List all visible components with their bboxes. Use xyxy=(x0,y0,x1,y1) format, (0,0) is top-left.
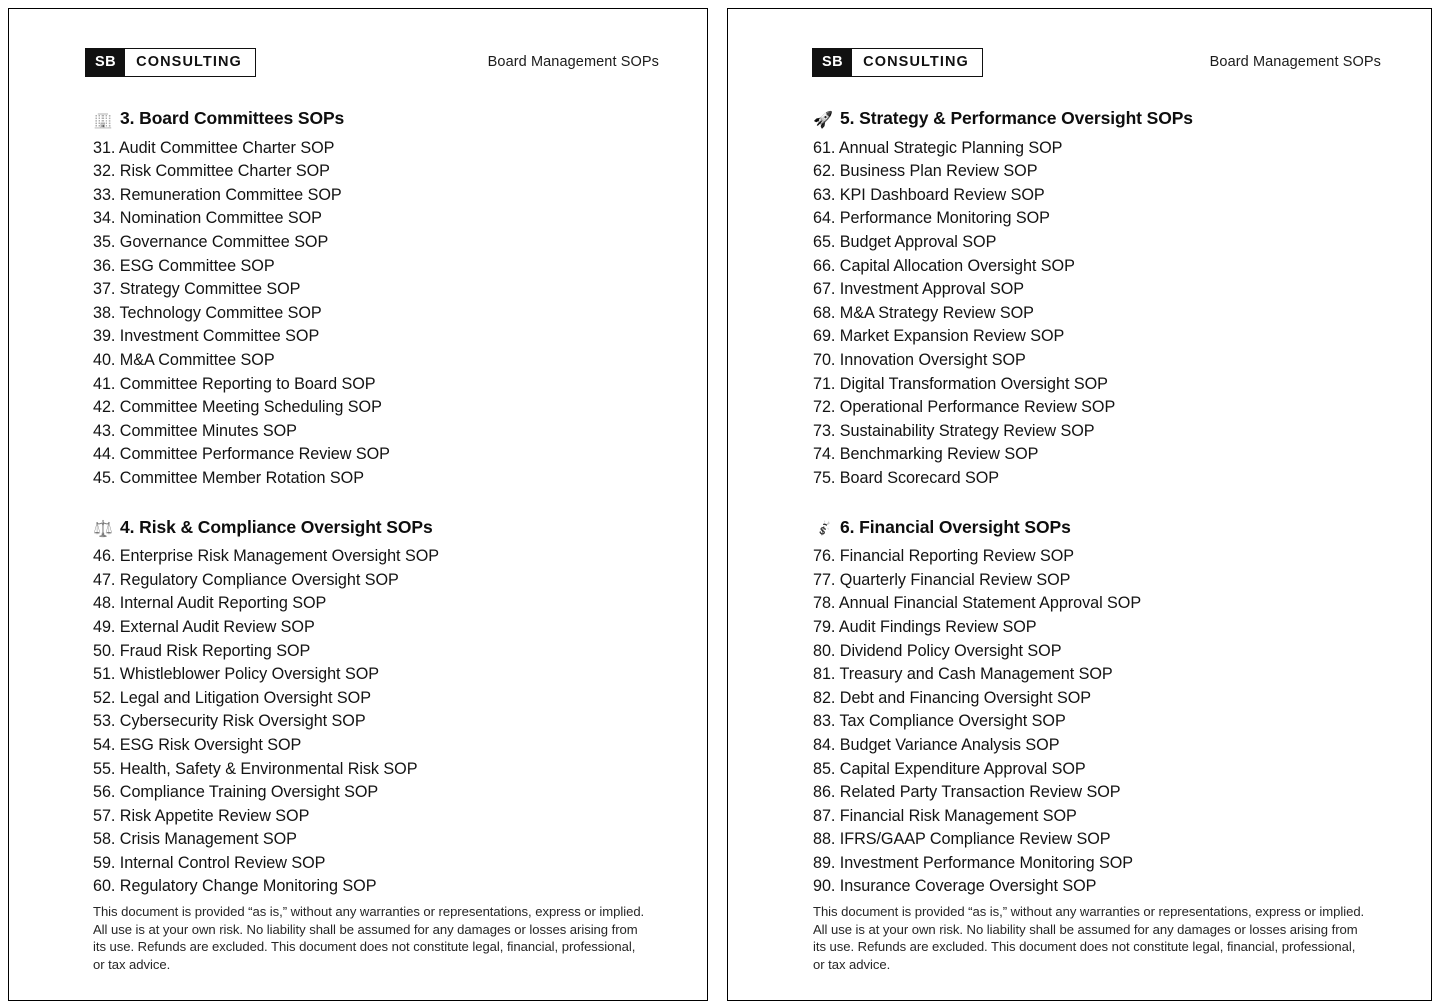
section-title-5: 5. Strategy & Performance Oversight SOPs xyxy=(840,108,1193,128)
logo-mark-sb: SB xyxy=(86,49,125,76)
list-item: 77. Quarterly Financial Review SOP xyxy=(813,570,1071,589)
balance-scale-icon: ⚖️ xyxy=(93,518,113,538)
list-item: 49. External Audit Review SOP xyxy=(93,617,315,636)
list-item: 70. Innovation Oversight SOP xyxy=(813,350,1026,369)
list-item: 85. Capital Expenditure Approval SOP xyxy=(813,759,1086,778)
list-item: 52. Legal and Litigation Oversight SOP xyxy=(93,688,371,707)
list-item: 81. Treasury and Cash Management SOP xyxy=(813,665,1113,684)
list-item: 53. Cybersecurity Risk Oversight SOP xyxy=(93,712,366,731)
section-title-3: 3. Board Committees SOPs xyxy=(120,108,345,128)
list-item: 44. Committee Performance Review SOP xyxy=(93,445,390,464)
logo-mark-sb: SB xyxy=(813,49,852,76)
list-item: 60. Regulatory Change Monitoring SOP xyxy=(93,877,377,896)
list-item: 51. Whistleblower Policy Oversight SOP xyxy=(93,665,379,684)
section-strategy-performance xyxy=(813,107,1391,491)
logo-wordmark: CONSULTING xyxy=(863,54,969,70)
list-item: 36. ESG Committee SOP xyxy=(93,256,275,275)
list-item: 37. Strategy Committee SOP xyxy=(93,280,301,299)
list-item: 90. Insurance Coverage Oversight SOP xyxy=(813,877,1097,896)
list-item: 86. Related Party Transaction Review SOP xyxy=(813,783,1121,802)
list-item: 42. Committee Meeting Scheduling SOP xyxy=(93,398,382,417)
page-left-inner xyxy=(9,9,707,1000)
company-logo xyxy=(812,48,983,77)
list-item: 79. Audit Findings Review SOP xyxy=(813,617,1037,636)
section-heading-5 xyxy=(813,107,1391,131)
list-item: 76. Financial Reporting Review SOP xyxy=(813,547,1075,566)
list-item: 46. Enterprise Risk Management Oversight SOP xyxy=(93,547,439,566)
list-item: 59. Internal Control Review SOP xyxy=(93,853,326,872)
list-item: 65. Budget Approval SOP xyxy=(813,233,997,251)
page-right-header xyxy=(728,45,1431,79)
list-item: 58. Crisis Management SOP xyxy=(93,830,297,849)
list-item: 63. KPI Dashboard Review SOP xyxy=(813,185,1045,204)
section-risk-compliance xyxy=(93,516,667,900)
list-item: 87. Financial Risk Management SOP xyxy=(813,806,1077,825)
list-item: 55. Health, Safety & Environmental Risk SOP xyxy=(93,759,418,778)
list-item: 62. Business Plan Review SOP xyxy=(813,162,1038,181)
list-item: 71. Digital Transformation Oversight SOP xyxy=(813,374,1108,393)
list-item: 40. M&A Committee SOP xyxy=(93,350,275,369)
list-item: 34. Nomination Committee SOP xyxy=(93,209,322,228)
list-item: 67. Investment Approval SOP xyxy=(813,280,1024,299)
page-left-content xyxy=(9,79,707,973)
section-financial-oversight xyxy=(813,516,1391,900)
list-item: 75. Board Scorecard SOP xyxy=(813,468,1000,487)
list-item: 33. Remuneration Committee SOP xyxy=(93,185,342,204)
list-item: 57. Risk Appetite Review SOP xyxy=(93,806,310,825)
list-item: 41. Committee Reporting to Board SOP xyxy=(93,374,376,393)
sop-list-section-6 xyxy=(813,545,1391,899)
page-right-inner xyxy=(728,9,1431,1000)
section-title-4: 4. Risk & Compliance Oversight SOPs xyxy=(120,516,433,537)
list-item: 68. M&A Strategy Review SOP xyxy=(813,303,1034,322)
office-building-icon: 🏢 xyxy=(93,110,113,129)
list-item: 64. Performance Monitoring SOP xyxy=(813,209,1050,228)
list-item: 66. Capital Allocation Oversight SOP xyxy=(813,256,1075,275)
sop-list-section-4 xyxy=(93,545,667,899)
list-item: 35. Governance Committee SOP xyxy=(93,233,329,251)
list-item: 32. Risk Committee Charter SOP xyxy=(93,162,330,181)
list-item: 78. Annual Financial Statement Approval SOP xyxy=(813,594,1142,613)
section-board-committees xyxy=(93,107,667,491)
section-heading-4 xyxy=(93,516,667,540)
list-item: 84. Budget Variance Analysis SOP xyxy=(813,735,1060,754)
list-item: 43. Committee Minutes SOP xyxy=(93,421,297,440)
page-right-header-title: Board Management SOPs xyxy=(1209,54,1381,70)
list-item: 47. Regulatory Compliance Oversight SOP xyxy=(93,570,399,589)
disclaimer-text-left: This document is provided “as is,” without any warranties or representations, express or implied. All use is at your own risk. No liability shall be assumed for any damages or losses arising from its use. Refunds are excluded. This document does not constitute legal, financial, professional, or tax advice. xyxy=(93,904,645,972)
list-item: 83. Tax Compliance Oversight SOP xyxy=(813,712,1066,731)
list-item: 39. Investment Committee SOP xyxy=(93,327,320,346)
list-item: 73. Sustainability Strategy Review SOP xyxy=(813,421,1095,440)
page-left-header xyxy=(9,45,707,79)
list-item: 72. Operational Performance Review SOP xyxy=(813,398,1116,417)
disclaimer-text-right: This document is provided “as is,” without any warranties or representations, express or implied. All use is at your own risk. No liability shall be assumed for any damages or losses arising from its use. Refunds are excluded. This document does not constitute legal, financial, professional, or tax advice. xyxy=(813,904,1365,972)
sop-list-section-5 xyxy=(813,137,1391,491)
list-item: 61. Annual Strategic Planning SOP xyxy=(813,138,1063,157)
list-item: 88. IFRS/GAAP Compliance Review SOP xyxy=(813,830,1111,849)
sop-list-section-3 xyxy=(93,137,667,491)
list-item: 50. Fraud Risk Reporting SOP xyxy=(93,641,311,660)
section-title-6: 6. Financial Oversight SOPs xyxy=(840,516,1071,537)
page-right-content xyxy=(728,79,1431,973)
logo-wordmark: CONSULTING xyxy=(136,54,242,70)
list-item: 31. Audit Committee Charter SOP xyxy=(93,138,335,157)
list-item: 56. Compliance Training Oversight SOP xyxy=(93,783,379,802)
section-heading-6 xyxy=(813,516,1391,540)
list-item: 54. ESG Risk Oversight SOP xyxy=(93,735,302,754)
money-bag-icon: 💰 xyxy=(813,518,833,538)
list-item: 48. Internal Audit Reporting SOP xyxy=(93,594,327,613)
list-item: 89. Investment Performance Monitoring SOP xyxy=(813,853,1134,872)
list-item: 80. Dividend Policy Oversight SOP xyxy=(813,641,1062,660)
page-left-header-title: Board Management SOPs xyxy=(487,54,659,70)
company-logo xyxy=(85,48,256,77)
document-page-left xyxy=(8,8,708,1001)
list-item: 74. Benchmarking Review SOP xyxy=(813,445,1039,464)
list-item: 82. Debt and Financing Oversight SOP xyxy=(813,688,1092,707)
list-item: 38. Technology Committee SOP xyxy=(93,303,322,322)
list-item: 45. Committee Member Rotation SOP xyxy=(93,468,364,487)
list-item: 69. Market Expansion Review SOP xyxy=(813,327,1065,346)
document-page-right xyxy=(727,8,1432,1001)
section-heading-3 xyxy=(93,107,667,131)
rocket-icon: 🚀 xyxy=(813,110,833,129)
